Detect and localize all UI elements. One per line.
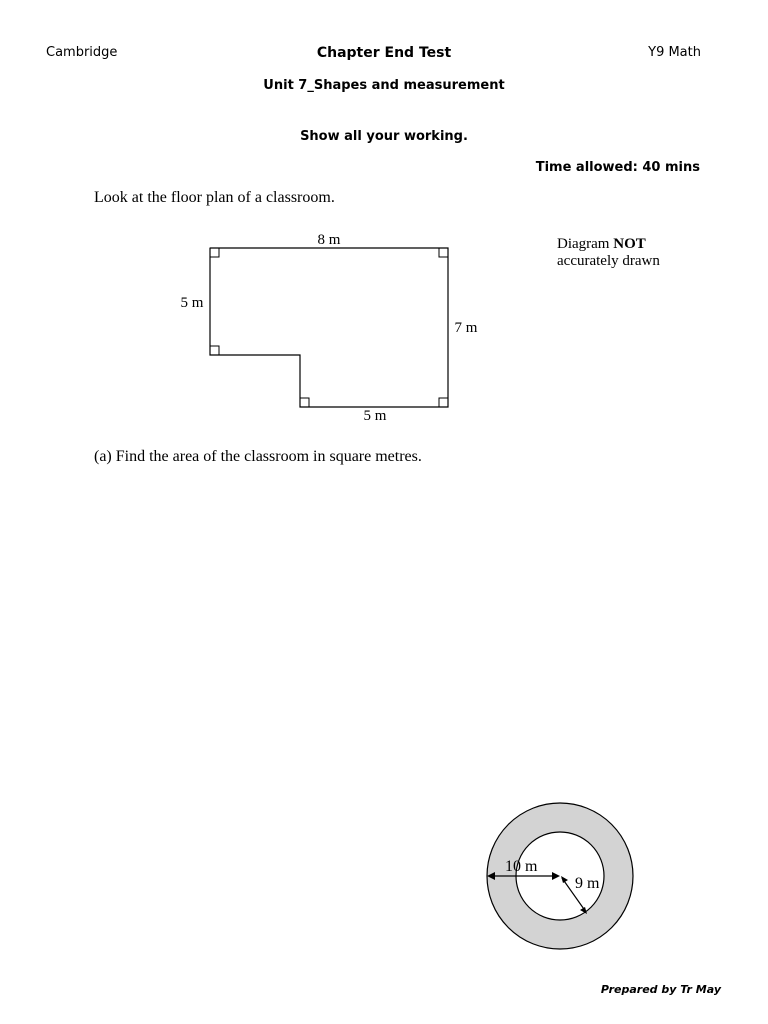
- right-angle-marker-top-left: [210, 248, 219, 257]
- label-outer-radius: 10 m: [505, 858, 538, 875]
- diagram-note-line2: accurately drawn: [557, 253, 660, 269]
- label-left: 5 m: [180, 295, 204, 311]
- right-angle-marker-bottom-right: [439, 398, 448, 407]
- label-top: 8 m: [317, 232, 341, 248]
- time-allowed: Time allowed: 40 mins: [535, 160, 700, 175]
- right-angle-marker-bottom-inner: [300, 398, 309, 407]
- page-subtitle: Unit 7_Shapes and measurement: [263, 78, 505, 93]
- ring-diagram: [480, 800, 640, 952]
- footer-credit: Prepared by Tr May: [600, 983, 721, 996]
- right-angle-marker-top-right: [439, 248, 448, 257]
- label-right: 7 m: [454, 320, 478, 336]
- question-part-a: (a) Find the area of the classroom in square metres.: [94, 448, 422, 465]
- diagram-note: [557, 236, 660, 270]
- floor-plan-outline: [210, 248, 448, 407]
- header-subject: Y9 Math: [648, 45, 701, 60]
- diagram-note-prefix: Diagram: [557, 236, 614, 252]
- label-inner-radius: 9 m: [575, 875, 600, 892]
- header-school: Cambridge: [46, 45, 118, 60]
- right-angle-marker-mid-left: [210, 346, 219, 355]
- diagram-note-bold: NOT: [613, 236, 646, 252]
- page-title: Chapter End Test: [316, 45, 452, 61]
- question-intro: Look at the floor plan of a classroom.: [94, 189, 335, 206]
- floor-plan-diagram: [170, 225, 500, 430]
- instruction: Show all your working.: [300, 129, 468, 144]
- label-bottom: 5 m: [363, 408, 387, 424]
